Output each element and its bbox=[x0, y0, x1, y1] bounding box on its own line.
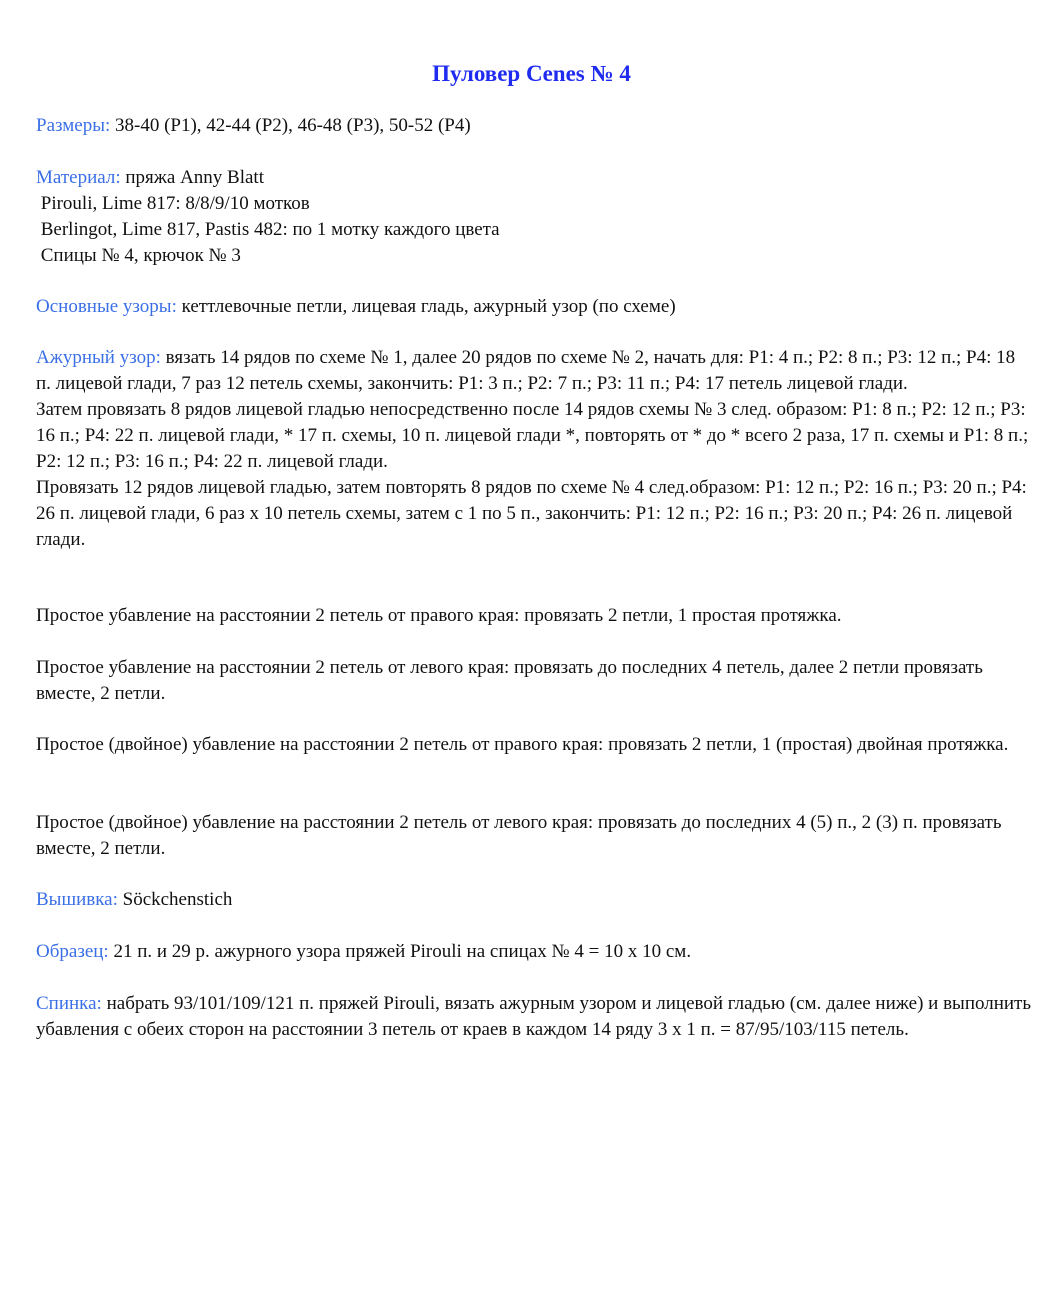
gauge-section bbox=[36, 939, 1033, 965]
decrease-paragraph: Простое убавление на расстоянии 2 петель от правого края: провязать 2 петли, 1 простая протяжка. bbox=[36, 605, 842, 626]
material-label: Материал: bbox=[36, 167, 121, 188]
sizes-text: 38-40 (Р1), 42-44 (Р2), 46-48 (Р3), 50-52 (Р4) bbox=[110, 115, 471, 136]
material-line: Berlingot, Lime 817, Pastis 482: по 1 мотку каждого цвета bbox=[36, 219, 500, 240]
back-section bbox=[36, 991, 1037, 1043]
openwork-section bbox=[36, 345, 1033, 553]
patterns-label: Основные узоры: bbox=[36, 296, 177, 317]
openwork-text: вязать 14 рядов по схеме № 1, далее 20 рядов по схеме № 2, начать для: Р1: 4 п.; Р2: 8 п.; Р3: 12 п.; Р4: 18 п. лицевой глади, 7 раз 12 петель схемы, закончить: Р1: 3 п.; Р2: 7 п.; Р3: 11 п.; Р4: 17 петель лицевой глади. bbox=[36, 347, 1016, 394]
patterns-text: кеттлевочные петли, лицевая гладь, ажурный узор (по схеме) bbox=[176, 296, 676, 317]
decrease-paragraph: Простое (двойное) убавление на расстоянии 2 петель от правого края: провязать 2 петли, 1 (простая) двойная протяжка. bbox=[36, 734, 1009, 755]
gauge-label: Образец: bbox=[36, 941, 109, 962]
back-label: Спинка: bbox=[36, 993, 102, 1014]
page-title: Пуловер Cenes № 4 bbox=[432, 61, 631, 86]
sizes-section bbox=[36, 113, 1033, 139]
openwork-paragraph-2: Затем провязать 8 рядов лицевой гладью непосредственно после 14 рядов схемы № 3 след. образом: Р1: 8 п.; Р2: 12 п.; Р3: 16 п.; Р4: 22 п. лицевой глади, * 17 п. схемы, 10 п. лицевой глади *, повторять от * до * всего 2 раза, 17 п. схемы и Р1: 8 п.; Р2: 12 п.; Р3: 16 п.; Р4: 22 п. лицевой глади. bbox=[36, 399, 1029, 472]
embroidery-label: Вышивка: bbox=[36, 889, 118, 910]
openwork-paragraph-3: Провязать 12 рядов лицевой гладью, затем повторять 8 рядов по схеме № 4 след.образом: Р1: 12 п.; Р2: 16 п.; Р3: 20 п.; Р4: 26 п. лицевой глади, 6 раз х 10 петель схемы, затем с 1 по 5 п., закончить: Р1: 12 п.; Р2: 16 п.; Р3: 20 п.; Р4: 26 п. лицевой глади. bbox=[36, 477, 1027, 550]
material-line: Pirouli, Lime 817: 8/8/9/10 мотков bbox=[36, 193, 310, 214]
gauge-text: 21 п. и 29 р. ажурного узора пряжей Pirouli на спицах № 4 = 10 x 10 см. bbox=[108, 941, 692, 962]
decrease-paragraph: Простое убавление на расстоянии 2 петель от левого края: провязать до последних 4 петель, далее 2 петли провязать вместе, 2 петли. bbox=[36, 657, 983, 704]
embroidery-text: Söckchenstich bbox=[117, 889, 233, 910]
back-text: набрать 93/101/109/121 п. пряжей Pirouli, вязать ажурным узором и лицевой гладью (см. далее ниже) и выполнить убавления с обеих сторон на расстоянии 3 петель от краев в каждом 14 ряду 3 х 1 п. = 87/95/103/115 петель. bbox=[36, 993, 1032, 1040]
material-text: пряжа Anny Blatt bbox=[120, 167, 264, 188]
openwork-label: Ажурный узор: bbox=[36, 347, 161, 368]
embroidery-section bbox=[36, 887, 1033, 913]
material-section bbox=[36, 165, 1033, 269]
decrease-paragraph: Простое (двойное) убавление на расстоянии 2 петель от левого края: провязать до последних 4 (5) п., 2 (3) п. провязать вместе, 2 петли. bbox=[36, 812, 1002, 859]
sizes-label: Размеры: bbox=[36, 115, 111, 136]
patterns-section bbox=[36, 294, 1033, 320]
material-line: Спицы № 4, крючок № 3 bbox=[36, 245, 241, 266]
